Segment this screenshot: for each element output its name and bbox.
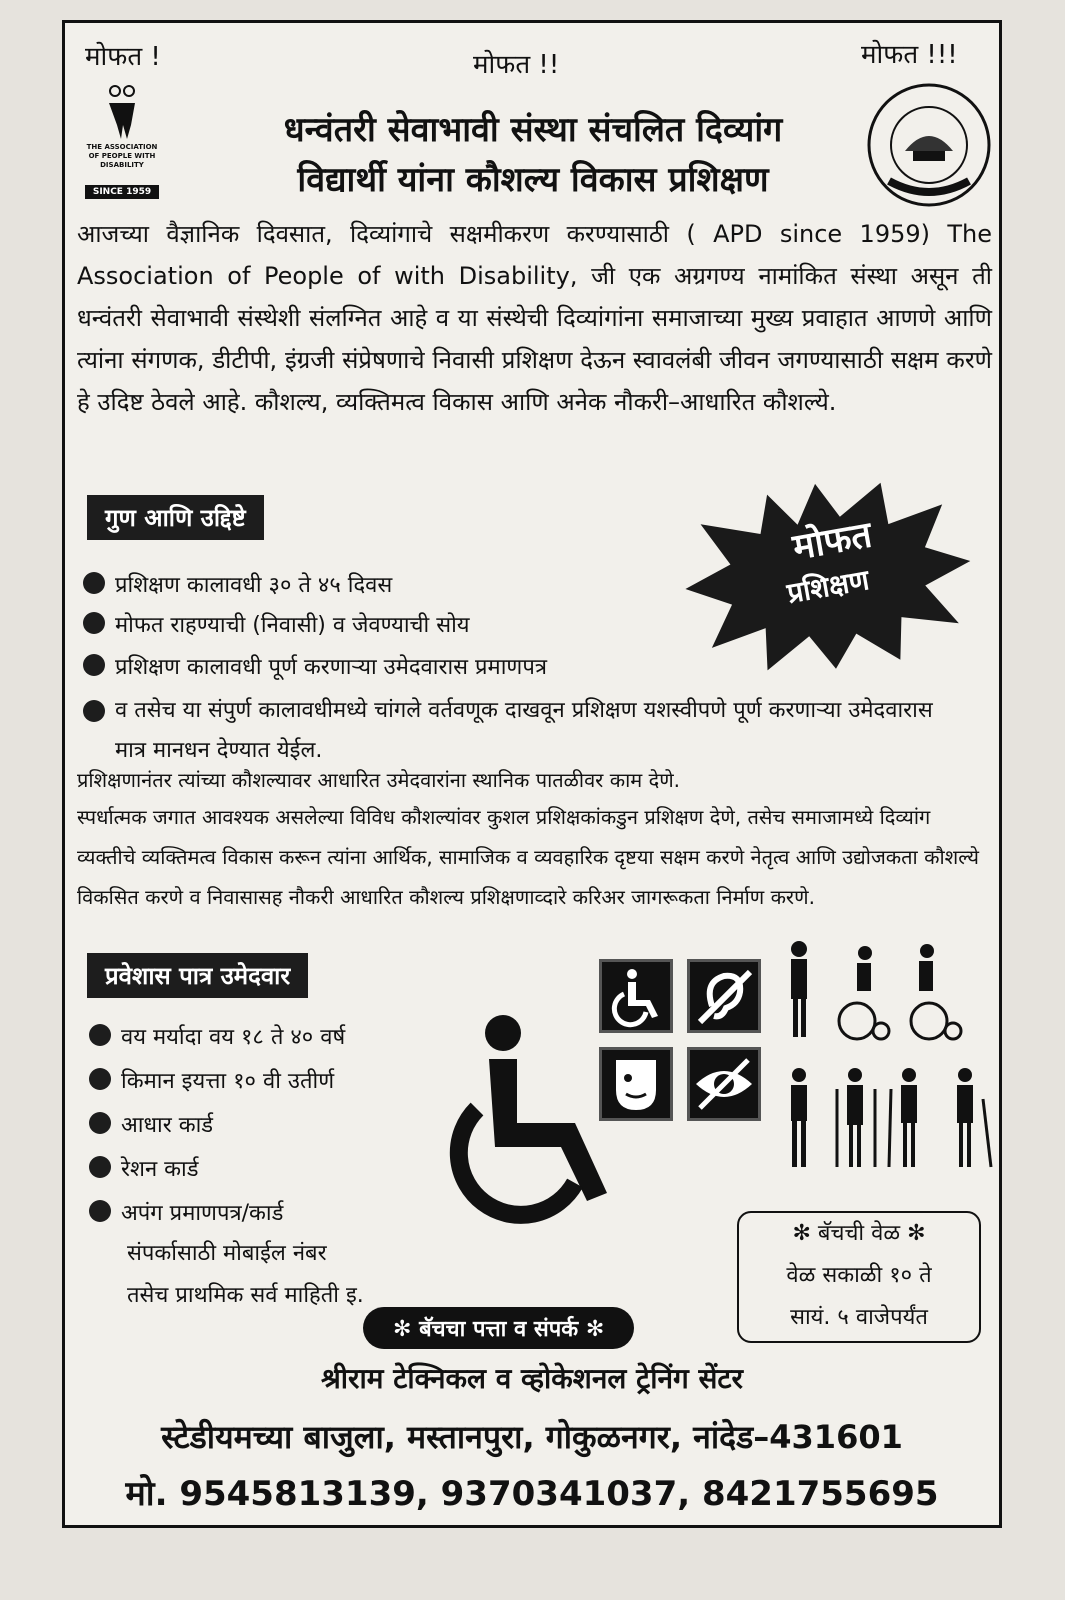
bullet-icon <box>89 1112 111 1134</box>
poster <box>62 20 1002 1528</box>
eligibility-extra-1: संपर्कासाठी मोबाईल नंबर <box>127 1241 327 1266</box>
eligibility-extra-2: तसेच प्राथमिक सर्व माहिती इ. <box>127 1283 364 1308</box>
free-label-right: मोफत !!! <box>861 40 958 70</box>
batch-time-box <box>737 1211 981 1343</box>
people-with-disabilities-icon <box>777 939 997 1189</box>
bullet-icon <box>89 1200 111 1222</box>
seal-text <box>865 81 866 82</box>
low-vision-icon <box>690 1050 758 1118</box>
bullet-icon <box>83 654 105 676</box>
face-icon <box>602 1050 670 1118</box>
free-label-center: मोफत !! <box>473 50 560 80</box>
burst-line-1: मोफत <box>789 514 875 569</box>
large-wheelchair-icon <box>425 1013 625 1233</box>
intro-paragraph: आजच्या वैज्ञानिक दिवसात, दिव्यांगाचे सक्षमीकरण करण्यासाठी ( APD since 1959) The Association of People of with Disability, जी एक अग्रगण्य नामांकित संस्था असून ती धन्वंतरी सेवाभावी संस्थेशी संलग्नित आहे व या संस्थेची दिव्यांगांना समाजाच्या मुख्य प्रवाहात आणणे आणि त्यांना संगणक, डीटीपी, इंग्रजी संप्रेषणाचे निवासी प्रशिक्षण देऊन स्वावलंबी जीवन जगण्यासाठी सक्षम करणे हे उदिष्ट ठेवले आहे. कौशल्य, व्यक्तिमत्व विकास आणि अनेक नौकरी–आधारित कौशल्ये. <box>77 220 992 416</box>
wheelchair-icon-box <box>599 959 673 1033</box>
title-line-1: धन्वंतरी सेवाभावी संस्था संचलित दिव्यांग <box>283 110 783 150</box>
hearing-impaired-icon <box>690 962 758 1030</box>
bullet-icon <box>83 612 105 634</box>
hearing-icon-box <box>687 959 761 1033</box>
feature-item: व तसेच या संपुर्ण कालावधीमध्ये चांगले वर्तवणूक दाखवून प्रशिक्षण यशस्वीपणे पूर्ण करणाऱ्या उमेदवारास मात्र मानधन देण्यात येईल. <box>83 691 963 771</box>
feature-item: मोफत राहण्याची (निवासी) व जेवण्याची सोय <box>83 609 663 639</box>
eligibility-heading: प्रवेशास पात्र उमेदवार <box>87 953 308 998</box>
features-paragraph-1: प्रशिक्षणानंतर त्यांच्या कौशल्यावर आधारित उमेदवारांना स्थानिक पातळीवर काम देणे. <box>77 768 681 792</box>
features-paragraph-2: स्पर्धात्मक जगात आवश्यक असलेल्या विविध कौशल्यांवर कुशल प्रशिक्षकांकडुन प्रशिक्षण देणे, तसेच समाजामध्ये दिव्यांग व्यक्तीचे व्यक्तिमत्व विकास करून त्यांना आर्थिक, सामाजिक व व्यवहारिक दृष्टया सक्षम करणे नेतृत्व आणि उद्योजकता कौशल्ये विकसित करणे व निवासासह नौकरी आधारित कौशल्य प्रशिक्षणाव्दारे करिअर जागरूकता निर्माण करणे. <box>77 805 979 909</box>
batch-time-line-2: सायं. ५ वाजेपर्यंत <box>790 1305 928 1330</box>
apd-logo <box>79 81 165 209</box>
low-vision-icon-box <box>687 1047 761 1121</box>
sanstha-seal <box>865 81 993 209</box>
free-label-left: मोफत ! <box>85 42 161 72</box>
bullet-icon <box>89 1156 111 1178</box>
eligibility-item: रेशन कार्ड <box>89 1153 469 1183</box>
bullet-icon <box>83 572 105 594</box>
burst-line-2: प्रशिक्षण <box>784 563 872 610</box>
eligibility-item: अपंग प्रमाणपत्र/कार्ड <box>89 1197 469 1227</box>
batch-time-heading: ✻ बॅचची वेळ ✻ <box>792 1221 926 1246</box>
features-heading: गुण आणि उद्दिष्टे <box>87 495 264 540</box>
eligibility-item: किमान इयत्ता १० वी उतीर्ण <box>89 1065 469 1095</box>
bullet-icon <box>83 700 105 722</box>
apd-since-badge: SINCE 1959 <box>85 185 159 199</box>
eligibility-item: आधार कार्ड <box>89 1109 469 1139</box>
training-center-name: श्रीराम टेक्निकल व व्होकेशनल ट्रेनिंग सेंटर <box>320 1362 743 1395</box>
title-line-2: विद्यार्थी यांना कौशल्य विकास प्रशिक्षण <box>297 160 769 200</box>
eligibility-item: वय मर्यादा वय १८ ते ४० वर्ष <box>89 1021 469 1051</box>
wheelchair-icon <box>602 962 670 1030</box>
feature-item: प्रशिक्षण कालावधी ३० ते ४५ दिवस <box>83 569 663 599</box>
contact-phones: मो. 9545813139, 9370341037, 8421755695 <box>125 1474 939 1514</box>
center-address: स्टेडीयमच्या बाजुला, मस्तानपुरा, गोकुळनगर, नांदेड–431601 <box>161 1418 903 1456</box>
feature-item: प्रशिक्षण कालावधी पूर्ण करणाऱ्या उमेदवारास प्रमाणपत्र <box>83 651 703 681</box>
contact-pill: ✻ बॅचचा पत्ता व संपर्क ✻ <box>363 1307 634 1349</box>
seal-icon <box>865 81 993 209</box>
bullet-icon <box>89 1024 111 1046</box>
apd-logo-text: THE ASSOCIATION OF PEOPLE WITH DISABILITY <box>86 143 158 169</box>
face-icon-box <box>599 1047 673 1121</box>
bullet-icon <box>89 1068 111 1090</box>
batch-time-line-1: वेळ सकाळी १० ते <box>786 1263 932 1288</box>
free-training-burst <box>683 481 973 671</box>
